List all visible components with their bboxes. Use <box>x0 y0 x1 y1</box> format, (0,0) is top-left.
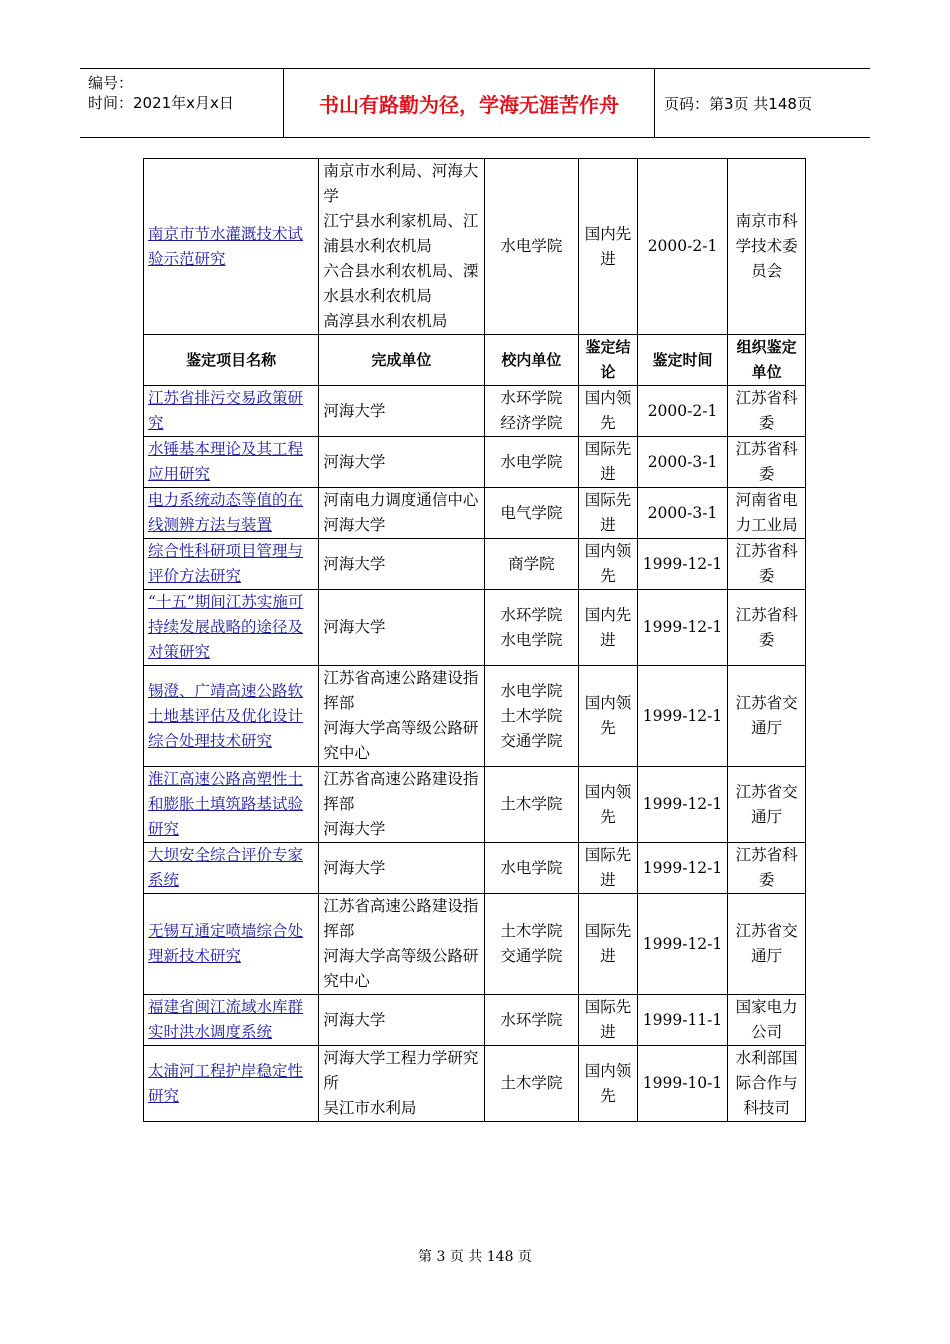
appraisal-date: 2000-3-1 <box>637 437 728 488</box>
project-name-cell <box>144 386 319 437</box>
completion-unit: 河海大学工程力学研究所 <box>323 1049 479 1092</box>
completion-unit: 河海大学 <box>323 1010 386 1029</box>
organizing-unit: 河南省电力工业局 <box>728 488 806 539</box>
organizing-unit: 江苏省科委 <box>728 539 806 590</box>
table-header-row <box>144 335 806 386</box>
project-name-cell <box>144 159 319 335</box>
project-name-link[interactable]: 锡澄、广靖高速公路软土地基评估及优化设计综合处理技术研究 <box>148 681 304 750</box>
organizing-unit: 水利部国际合作与科技司 <box>728 1046 806 1122</box>
appraisal-date: 1999-10-1 <box>637 1046 728 1122</box>
project-name-link[interactable]: 江苏省排污交易政策研究 <box>148 389 304 432</box>
organizing-unit: 江苏省科委 <box>728 843 806 894</box>
appraisal-result: 国内领先 <box>579 539 637 590</box>
appraisal-result: 国际先进 <box>579 995 637 1046</box>
appraisal-date: 2000-2-1 <box>637 159 728 335</box>
project-name-cell <box>144 995 319 1046</box>
table-row <box>144 386 806 437</box>
table-row <box>144 590 806 666</box>
school-unit: 交通学院 <box>500 947 563 965</box>
completion-unit: 江苏省高速公路建设指挥部 <box>323 669 479 712</box>
appraisal-result: 国际先进 <box>579 843 637 894</box>
table-row <box>144 843 806 894</box>
code-label: 编号： <box>88 74 134 92</box>
school-unit: 商学院 <box>508 554 555 573</box>
appraisal-result: 国内领先 <box>579 386 637 437</box>
school-unit: 土木学院 <box>500 922 563 940</box>
completion-unit: 南京市水利局、河海大学 <box>323 162 479 205</box>
project-name-link[interactable]: 大坝安全综合评价专家系统 <box>148 846 304 889</box>
completion-unit-cell <box>319 666 484 767</box>
table-row <box>144 995 806 1046</box>
project-name-link[interactable]: 太浦河工程护岸稳定性研究 <box>148 1061 304 1105</box>
completion-unit-cell <box>319 159 484 335</box>
school-unit: 水环学院 <box>500 1010 563 1029</box>
table-row <box>144 666 806 767</box>
project-name-cell <box>144 437 319 488</box>
completion-unit-cell <box>319 488 484 539</box>
school-unit: 水电学院 <box>500 237 563 255</box>
header-page-info: 页码：第3页 共148页 <box>664 94 812 113</box>
appraisal-result: 国际先进 <box>579 894 637 995</box>
completion-unit-cell <box>319 590 484 666</box>
school-unit-cell <box>484 488 579 539</box>
column-header: 完成单位 <box>319 335 484 386</box>
completion-unit: 河海大学 <box>323 452 386 471</box>
appraisal-date: 1999-12-1 <box>637 590 728 666</box>
page-footer: 第 3 页 共 148 页 <box>418 1249 532 1265</box>
page-header <box>80 68 870 138</box>
project-name-cell <box>144 590 319 666</box>
school-unit-cell <box>484 894 579 995</box>
project-name-link[interactable]: 淮江高速公路高塑性土和膨胀土填筑路基试验研究 <box>148 770 304 838</box>
school-unit-cell <box>484 590 579 666</box>
school-unit-cell <box>484 666 579 767</box>
school-unit-cell <box>484 767 579 843</box>
completion-unit: 河海大学 <box>323 401 386 420</box>
completion-unit: 六合县水利农机局、溧水县水利农机局 <box>323 262 479 305</box>
school-unit: 水电学院 <box>500 630 563 649</box>
completion-unit: 河海大学 <box>323 858 386 877</box>
project-name-cell <box>144 488 319 539</box>
project-name-cell <box>144 666 319 767</box>
school-unit: 水环学院 <box>500 605 563 624</box>
project-name-cell <box>144 1046 319 1122</box>
school-unit: 水电学院 <box>500 452 563 471</box>
completion-unit: 高淳县水利农机局 <box>323 312 448 330</box>
completion-unit: 河南电力调度通信中心 <box>323 491 479 509</box>
project-name-link[interactable]: 综合性科研项目管理与评价方法研究 <box>148 542 304 585</box>
completion-unit: 河海大学 <box>323 516 386 534</box>
completion-unit-cell <box>319 437 484 488</box>
project-name-link[interactable]: 南京市节水灌溉技术试验示范研究 <box>148 224 304 268</box>
completion-unit-cell <box>319 539 484 590</box>
table-row <box>144 159 806 335</box>
completion-unit: 河海大学高等级公路研究中心 <box>323 947 479 990</box>
completion-unit-cell <box>319 386 484 437</box>
school-unit: 交通学院 <box>500 731 563 750</box>
completion-unit-cell <box>319 894 484 995</box>
project-name-link[interactable]: “十五”期间江苏实施可持续发展战略的途径及对策研究 <box>148 593 304 661</box>
appraisal-result: 国内先进 <box>579 590 637 666</box>
organizing-unit: 国家电力公司 <box>728 995 806 1046</box>
table-body <box>144 159 806 1122</box>
school-unit: 水环学院 <box>500 389 563 407</box>
school-unit-cell <box>484 539 579 590</box>
appraisal-date: 1999-12-1 <box>637 843 728 894</box>
time-label: 时间：2021年x月x日 <box>88 94 234 112</box>
school-unit: 土木学院 <box>500 706 563 725</box>
column-header: 鉴定项目名称 <box>144 335 319 386</box>
table-row <box>144 488 806 539</box>
column-header: 组织鉴定单位 <box>728 335 806 386</box>
appraisal-result: 国内领先 <box>579 666 637 767</box>
school-unit: 经济学院 <box>500 414 563 432</box>
appraisal-result: 国内先进 <box>579 159 637 335</box>
appraisal-date: 2000-3-1 <box>637 488 728 539</box>
project-name-cell <box>144 539 319 590</box>
school-unit-cell <box>484 437 579 488</box>
appraisal-date: 1999-12-1 <box>637 666 728 767</box>
project-name-link[interactable]: 福建省闽江流域水库群实时洪水调度系统 <box>148 998 304 1041</box>
appraisal-table <box>143 158 806 1122</box>
table-row <box>144 437 806 488</box>
organizing-unit: 江苏省科委 <box>728 386 806 437</box>
table-row <box>144 767 806 843</box>
appraisal-date: 2000-2-1 <box>637 386 728 437</box>
completion-unit-cell <box>319 995 484 1046</box>
completion-unit-cell <box>319 767 484 843</box>
completion-unit: 吴江市水利局 <box>323 1099 417 1117</box>
school-unit: 土木学院 <box>500 1074 563 1092</box>
table-row <box>144 539 806 590</box>
appraisal-date: 1999-11-1 <box>637 995 728 1046</box>
school-unit: 土木学院 <box>500 795 563 813</box>
organizing-unit: 江苏省交通厅 <box>728 666 806 767</box>
table-row <box>144 894 806 995</box>
completion-unit: 江宁县水利家机局、江浦县水利农机局 <box>323 212 479 255</box>
column-header: 校内单位 <box>484 335 579 386</box>
appraisal-date: 1999-12-1 <box>637 539 728 590</box>
school-unit-cell <box>484 995 579 1046</box>
completion-unit: 河海大学 <box>323 618 386 636</box>
completion-unit: 江苏省高速公路建设指挥部 <box>323 770 479 813</box>
appraisal-result: 国内领先 <box>579 767 637 843</box>
project-name-cell <box>144 894 319 995</box>
school-unit-cell <box>484 843 579 894</box>
school-unit: 水电学院 <box>500 858 563 877</box>
table-row <box>144 1046 806 1122</box>
project-name-link[interactable]: 无锡互通定喷墙综合处理新技术研究 <box>148 922 304 965</box>
organizing-unit: 江苏省科委 <box>728 590 806 666</box>
completion-unit: 河海大学 <box>323 554 386 573</box>
project-name-link[interactable]: 电力系统动态等值的在线测辨方法与装置 <box>148 491 304 534</box>
project-name-cell <box>144 843 319 894</box>
appraisal-result: 国际先进 <box>579 437 637 488</box>
appraisal-result: 国际先进 <box>579 488 637 539</box>
completion-unit-cell <box>319 843 484 894</box>
completion-unit: 江苏省高速公路建设指挥部 <box>323 897 479 940</box>
organizing-unit: 江苏省科委 <box>728 437 806 488</box>
project-name-cell <box>144 767 319 843</box>
organizing-unit: 南京市科学技术委员会 <box>728 159 806 335</box>
school-unit: 水电学院 <box>500 681 563 700</box>
organizing-unit: 江苏省交通厅 <box>728 767 806 843</box>
school-unit-cell <box>484 386 579 437</box>
header-meta <box>80 69 284 137</box>
organizing-unit: 江苏省交通厅 <box>728 894 806 995</box>
completion-unit: 河海大学 <box>323 820 386 838</box>
appraisal-date: 1999-12-1 <box>637 767 728 843</box>
column-header: 鉴定时间 <box>637 335 728 386</box>
school-unit-cell <box>484 1046 579 1122</box>
column-header: 鉴定结论 <box>579 335 637 386</box>
completion-unit: 河海大学高等级公路研究中心 <box>323 719 479 762</box>
school-unit-cell <box>484 159 579 335</box>
school-unit: 电气学院 <box>500 503 563 522</box>
project-name-link[interactable]: 水锤基本理论及其工程应用研究 <box>148 440 304 483</box>
completion-unit-cell <box>319 1046 484 1122</box>
header-motto: 书山有路勤为径，学海无涯苦作舟 <box>284 69 655 137</box>
appraisal-result: 国内领先 <box>579 1046 637 1122</box>
appraisal-date: 1999-12-1 <box>637 894 728 995</box>
